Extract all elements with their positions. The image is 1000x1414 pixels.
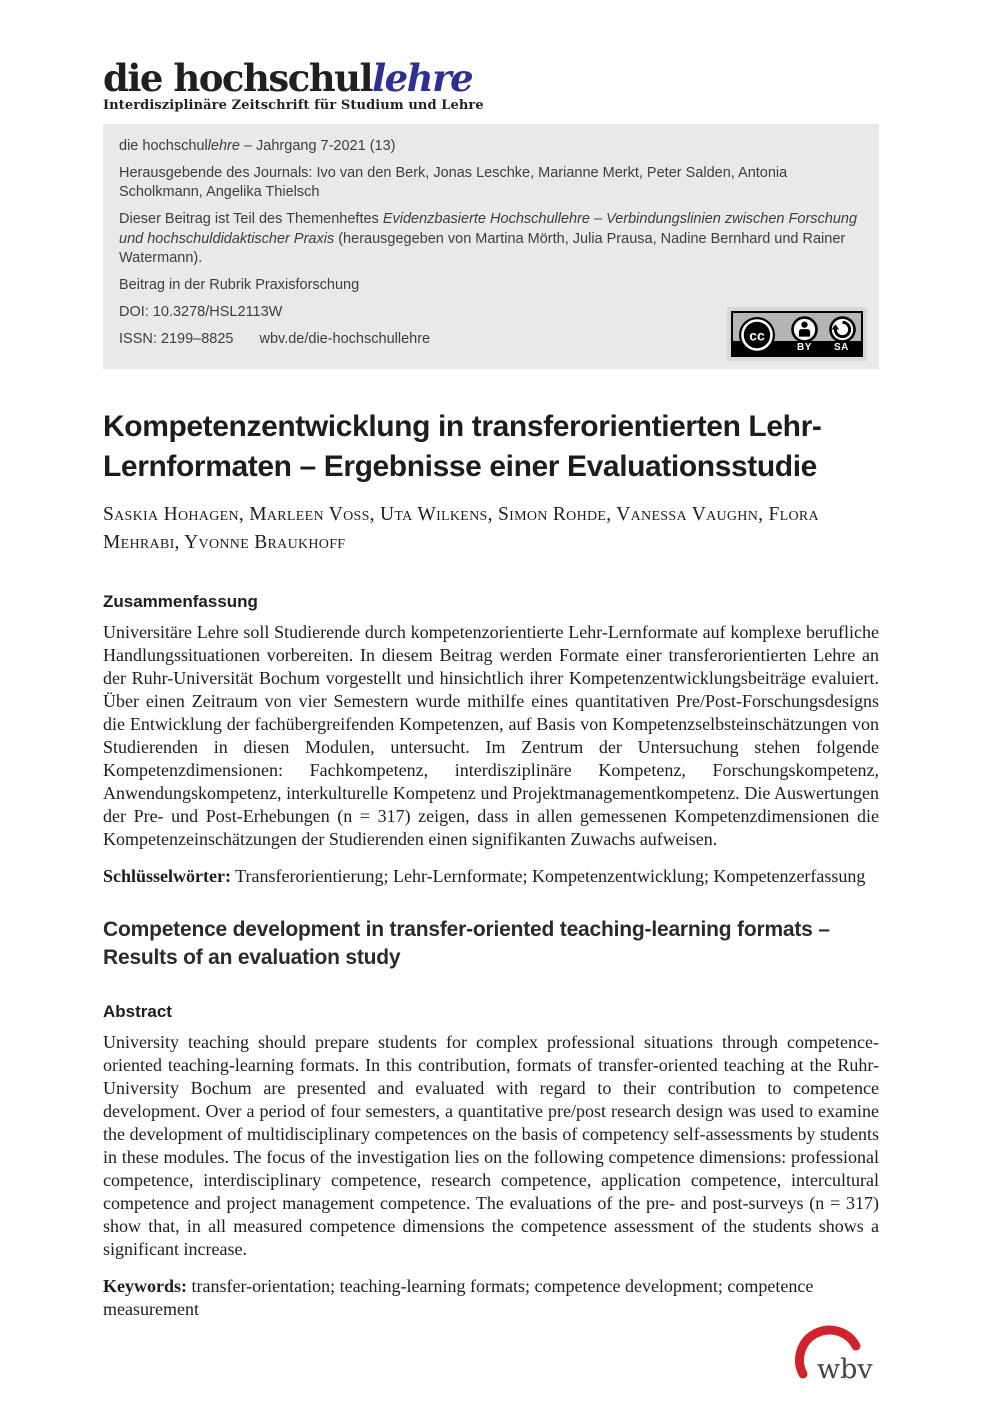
themenheft-editors: (herausgegeben von Martina Mörth, Julia Prausa, Nadine Bernhard und Rainer Watermann). — [119, 230, 846, 266]
cc-sa-label: SA — [834, 341, 849, 353]
journal-website-link[interactable]: wbv.de/die-hochschullehre — [259, 331, 431, 347]
issue-line — [119, 137, 863, 156]
wbv-wordmark: wbv — [817, 1354, 873, 1385]
issn-value: ISSN: 2199–8825 — [119, 331, 234, 347]
cc-by-sa-badge[interactable] — [727, 307, 867, 361]
article-title-de: Kompetenzentwicklung in transferorientierten Lehr-Lernformaten – Ergebnisse einer Evaluationsstudie — [103, 410, 822, 484]
issue-journal-name: die hochschul — [119, 138, 208, 154]
cc-by-label: BY — [797, 341, 812, 353]
rubric-line: Beitrag in der Rubrik Praxisforschung — [119, 276, 360, 293]
journal-logo-accent: lehre — [372, 56, 473, 100]
keywords-en — [103, 1275, 879, 1321]
issue-info-box — [103, 124, 879, 369]
themenheft-prefix: Dieser Beitrag ist Teil des Themenheftes — [119, 211, 383, 228]
journal-logo-title — [103, 56, 879, 100]
svg-text:cc: cc — [749, 327, 765, 344]
doi-line: DOI: 10.3278/HSL2113W — [119, 303, 283, 320]
journal-logo-main: die hochschul — [103, 56, 373, 100]
themenheft-title: Evidenzbasierte Hochschullehre – Verbindungslinien zwischen Forschung und hochschuldidaktischer Praxis — [119, 211, 858, 247]
keywords-de — [103, 865, 879, 888]
keywords-en-text: transfer-orientation; teaching-learning formats; competence development; competence measurement — [103, 1276, 814, 1320]
editors-line: Herausgebende des Journals: Ivo van den Berk, Jonas Leschke, Marianne Merkt, Peter Salden, Antonia Scholkmann, Angelika Thielsch — [119, 165, 788, 201]
article-content — [103, 0, 879, 1321]
cc-badge-inner — [731, 311, 863, 357]
journal-logo-subtitle: Interdisziplinäre Zeitschrift für Studium und Lehre — [103, 98, 484, 113]
issue-journal-name-italic: lehre — [207, 138, 240, 154]
author-list: Saskia Hohagen, Marleen Voss, Uta Wilkens, Simon Rohde, Vanessa Vaughn, Flora Mehrabi, Yvonne Braukhoff — [103, 503, 819, 553]
keywords-en-label: Keywords: — [103, 1276, 187, 1297]
abstract-en-heading: Abstract — [103, 1002, 172, 1022]
abstract-de-heading: Zusammenfassung — [103, 592, 258, 612]
keywords-de-label: Schlüsselwörter: — [103, 866, 231, 887]
abstract-en-text: University teaching should prepare students for complex professional situations through competence-oriented teaching-learning formats. In this contribution, formats of transfer-oriented teaching at the Ruhr-University Bochum are presented and evaluated with regard to their contribution to competence development. Over a period of four semesters, a quantitative pre/post research design was used to examine the development of multidisciplinary competences on the basis of competency self-assessments by students in these modules. The focus of the investigation lies on the following competence dimensions: professional competence, interdisciplinary competence, research competence, application competence, intercultural competence and project management competence. The evaluations of the pre- and post-surveys (n = 317) show that, in all measured competence dimensions the competence assessment of the students shows a significant increase. — [103, 1032, 879, 1260]
article-title-en: Competence development in transfer-oriented teaching-learning formats – Results of an evaluation study — [103, 918, 830, 970]
wbv-publisher-logo — [790, 1316, 880, 1392]
journal-logo — [103, 56, 879, 113]
keywords-de-text: Transferorientierung; Lehr-Lernformate; Kompetenzentwicklung; Kompetenzerfassung — [230, 866, 866, 887]
issue-volume: – Jahrgang 7-2021 (13) — [239, 138, 396, 154]
themenheft-line — [119, 210, 863, 267]
cc-icon — [738, 316, 776, 360]
abstract-de-text: Universitäre Lehre soll Studierende durch kompetenzorientierte Lehr-Lernformate auf komplexe berufliche Handlungssituationen vorbereiten. In diesem Beitrag werden Formate einer transferorientierten Lehre an der Ruhr-Universität Bochum vorgestellt und hinsichtlich ihrer Kompetenzentwicklungsbeiträge evaluiert. Über einen Zeitraum von vier Semestern wurde mithilfe eines quantitativen Pre/Post-Forschungsdesigns die Entwicklung der fachübergreifenden Kompetenzen, auf Basis von Kompetenzselbsteinschätzungen von Studierenden in diesen Modulen, untersucht. Im Zentrum der Untersuchung stehen folgende Kompetenzdimensionen: Fachkompetenz, interdisziplinäre Kompetenz, Forschungskompetenz, Anwendungskompetenz, interkulturelle Kompetenz und Projektmanagementkompetenz. Die Auswertungen der Pre- und Post-Erhebungen (n = 317) zeigen, dass in allen gemessenen Kompetenzdimensionen die Kompetenzeinschätzungen der Studierenden einen signifikanten Zuwachs aufweisen. — [103, 622, 879, 850]
